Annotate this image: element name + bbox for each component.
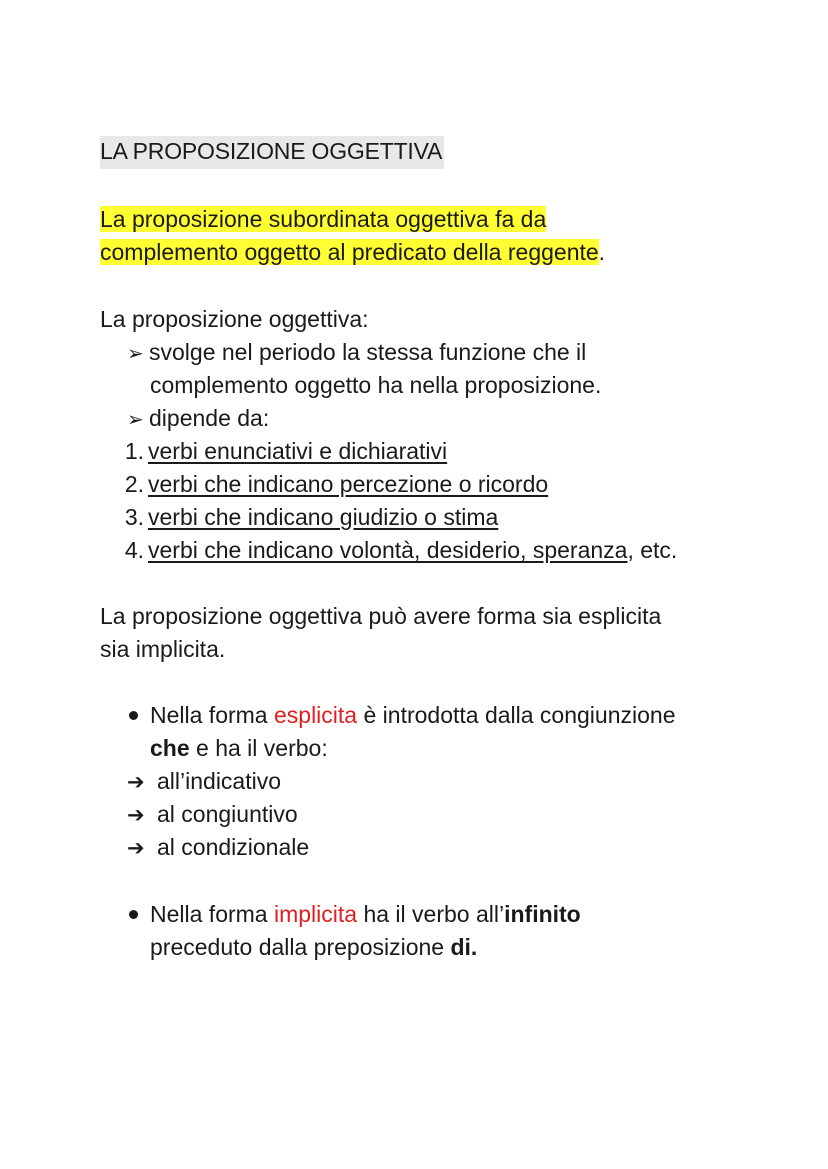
list-number: 4.	[124, 537, 144, 563]
mood-item	[127, 765, 281, 799]
mood-item	[127, 831, 309, 865]
implicit-mood: infinito	[504, 901, 581, 927]
list-item	[120, 468, 548, 501]
list-suffix: , etc.	[627, 537, 678, 563]
explicit-prefix: Nella forma	[150, 702, 274, 728]
explicit-line-2	[150, 732, 328, 765]
right-arrow-icon: ➔	[127, 837, 145, 860]
arrowhead-icon: ➢	[127, 409, 144, 431]
implicit-line-1	[150, 898, 581, 931]
right-arrow-icon: ➔	[127, 771, 145, 794]
explicit-line-2-rest: e ha il verbo:	[189, 735, 328, 761]
list-text: verbi che indicano percezione o ricordo	[148, 471, 549, 497]
mood-text: al congiuntivo	[157, 801, 298, 827]
implicit-keyword: implicita	[273, 901, 358, 927]
explicit-line-1	[150, 699, 676, 732]
list-number: 3.	[124, 504, 144, 530]
forms-paragraph	[100, 600, 760, 666]
implicit-preposition: di.	[450, 934, 478, 960]
list-text: verbi che indicano volontà, desiderio, speranza	[148, 537, 628, 563]
definition-period: .	[598, 239, 606, 265]
arrowhead-icon: ➢	[127, 343, 144, 365]
definition-paragraph	[100, 203, 740, 269]
feature-1-line-1: svolge nel periodo la stessa funzione che il	[149, 339, 587, 365]
list-number: 1.	[124, 438, 144, 464]
feature-item-2	[127, 402, 269, 437]
intro-text: La proposizione oggettiva:	[100, 306, 369, 332]
mood-item	[127, 798, 298, 832]
feature-2-line-1: dipende da:	[149, 405, 270, 431]
list-item	[120, 534, 677, 567]
definition-line-1: La proposizione subordinata oggettiva fa da	[100, 206, 547, 232]
implicit-line-2-text: preceduto dalla preposizione	[150, 934, 451, 960]
bullet-icon	[129, 711, 138, 720]
list-text: verbi enunciativi e dichiarativi	[148, 438, 448, 464]
list-text: verbi che indicano giudizio o stima	[148, 504, 499, 530]
page-title: LA PROPOSIZIONE OGGETTIVA	[100, 136, 444, 169]
explicit-keyword: esplicita	[273, 702, 358, 728]
feature-1-line-2: complemento oggetto ha nella proposizione.	[150, 372, 602, 398]
bullet-icon	[129, 910, 138, 919]
forms-line-2: sia implicita.	[100, 636, 226, 662]
definition-line-2: complemento oggetto al predicato della reggente	[100, 239, 599, 265]
explicit-rest: è introdotta dalla congiunzione	[357, 702, 676, 728]
explicit-conjunction: che	[150, 735, 190, 761]
list-number: 2.	[124, 471, 144, 497]
list-item	[120, 501, 498, 534]
feature-item-1	[127, 336, 586, 371]
implicit-rest: ha il verbo all’	[357, 901, 505, 927]
mood-text: all’indicativo	[157, 768, 282, 794]
right-arrow-icon: ➔	[127, 804, 145, 827]
implicit-prefix: Nella forma	[150, 901, 274, 927]
mood-text: al condizionale	[157, 834, 310, 860]
list-item	[120, 435, 447, 468]
implicit-line-2	[150, 931, 477, 964]
forms-line-1: La proposizione oggettiva può avere forma sia esplicita	[100, 603, 662, 629]
